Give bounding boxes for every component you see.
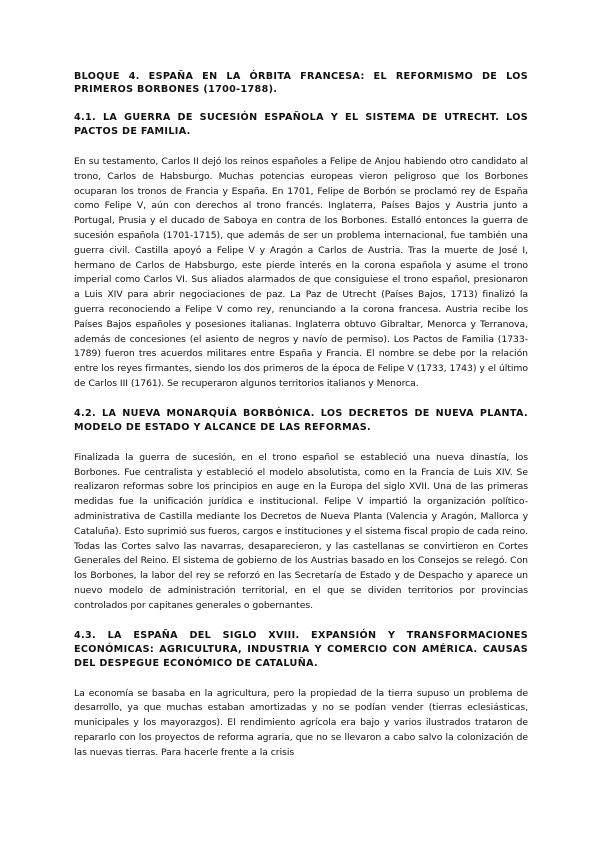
document-page: [74, 70, 528, 776]
section-paragraph-4-2: Finalizada la guerra de sucesión, en el trono español se estableció una nueva dinastía, los Borbones. Fue centralista y estableció el modelo absolutista, como en la Francia de Luis XIV. Se realizaron reformas sobre los principios en auge en la Europa del siglo XVII. Una de las primeras medidas fue la unificación jurídica e institucional. Felipe V impartió la organización político-administrativa de Castilla mediante los Decretos de Nueva Planta (Valencia y Aragón, Mallorca y Cataluña). Esto suprimió sus fueros, cargos e instituciones y el sistema fiscal propio de cada reino. Todas las Cortes salvo las navarras, desaparecieron, y las castellanas se convirtieron en Cortes Generales del Reino. El sistema de gobierno de los Austrias basado en los Consejos se relegó. Con los Borbones, la labor del rey se reforzó en las Secretaría de Estado y de Despacho y aparece un nuevo modelo de administración territorial, en el que se dividen territorios por provincias controlados por capitanes generales o gobernantes.: [74, 451, 528, 611]
section-heading-4-3: 4.3. LA ESPAÑA DEL SIGLO XVIII. EXPANSIÓN Y TRANSFORMACIONES ECONÓMICAS: AGRICULTURA, INDUSTRIA Y COMERCIO CON AMÉRICA. CAUSAS DEL DESPEGUE ECONÓMICO DE CATALUÑA.: [74, 629, 528, 669]
section-paragraph-4-3: La economía se basaba en la agricultura, pero la propiedad de la tierra supuso un problema de desarrollo, ya que muchas estaban amortizadas y no se podían vender (tierras eclesiásticas, municipales y los mayorazgos). El rendimiento agrícola era bajo y varios ilustrados trataron de repararlo con los proyectos de reforma agraria, que no se llevaron a cabo salvo la colonización de las nuevas tierras. Para hacerle frente a la crisis: [74, 687, 528, 758]
document-title: BLOQUE 4. ESPAÑA EN LA ÓRBITA FRANCESA: EL REFORMISMO DE LOS PRIMEROS BORBONES (1700-1788).: [74, 71, 528, 95]
section-paragraph-4-1: En su testamento, Carlos II dejó los reinos españoles a Felipe de Anjou habiendo otro candidato al trono, Carlos de Habsburgo. Muchas potencias europeas vieron peligroso que los Borbones ocuparan los tronos de Francia y España. En 1701, Felipe de Borbón se proclamó rey de España como Felipe V, aún con derechos al trono francés. Inglaterra, Países Bajos y Austria junto a Portugal, Prusia y el ducado de Saboya en contra de los Borbones. Estalló entonces la guerra de sucesión española (1701-1715), que además de ser un problema internacional, fue también una guerra civil. Castilla apoyó a Felipe V y Aragón a Carlos de Austria. Tras la muerte de José I, hermano de Carlos de Habsburgo, este pierde interés en la corona española y asume el trono imperial como Carlos VI. Sus aliados alarmados de que consiguiese el trono español, presionaron a Luis XIV para abrir negociaciones de paz. La Paz de Utrecht (Países Bajos, 1713) finalizó la guerra reconociendo a Felipe V como rey, renunciando a la corona francesa. Austria recibe los Países Bajos españoles y posesiones italianas. Inglaterra obtuvo Gibraltar, Menorca y Terranova, además de concesiones (el asiento de negros y navío de permiso). Los Pactos de Familia (1733-1789) fueron tres acuerdos militares entre España y Francia. El nombre se debe por la relación entre los reyes firmantes, siendo los dos primeros de la época de Felipe V (1733, 1743) y el último de Carlos III (1761). Se recuperaron algunos territorios italianos y Menorca.: [74, 156, 528, 389]
section-heading-4-1: 4.1. LA GUERRA DE SUCESIÓN ESPAÑOLA Y EL SISTEMA DE UTRECHT. LOS PACTOS DE FAMILIA.: [74, 112, 528, 137]
section-heading-4-2: 4.2. LA NUEVA MONARQUÍA BORBÓNICA. LOS DECRETOS DE NUEVA PLANTA. MODELO DE ESTADO Y ALCANCE DE LAS REFORMAS.: [74, 407, 528, 433]
